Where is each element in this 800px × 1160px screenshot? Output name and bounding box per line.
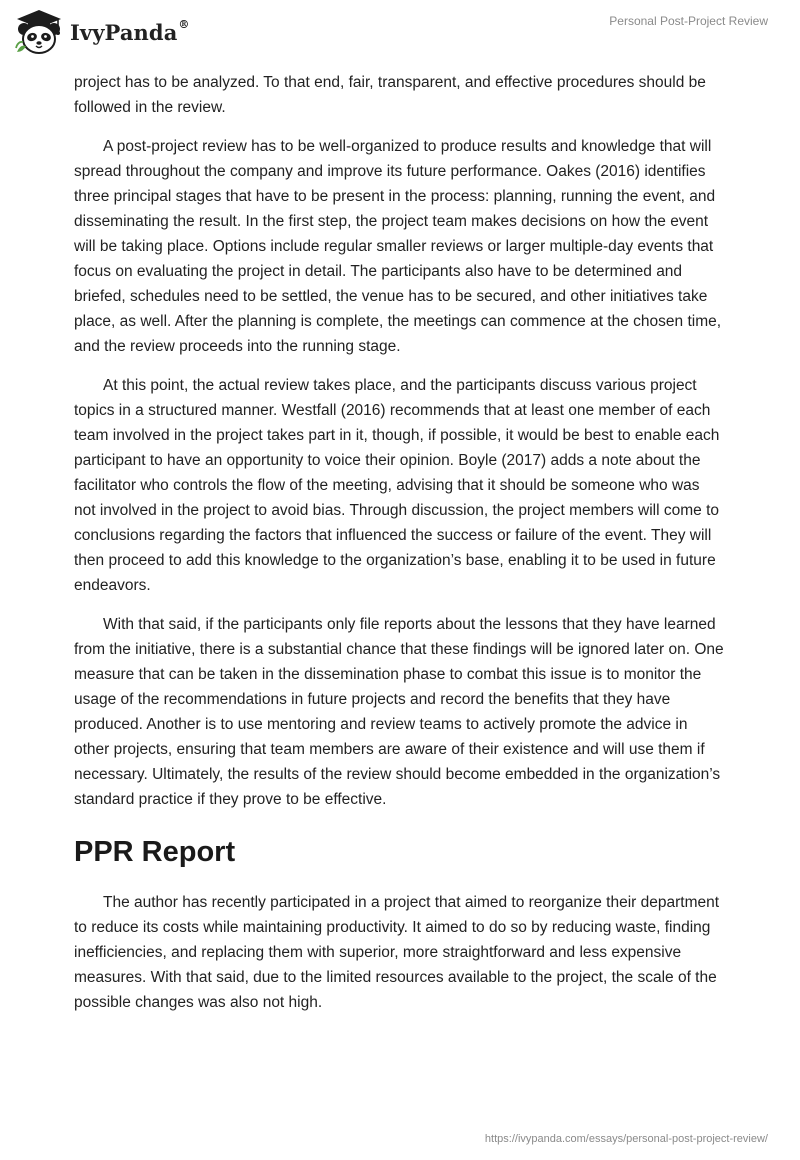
page-header	[0, 0, 800, 64]
paragraph: The author has recently participated in a project that aimed to reorganize their department to reduce its costs while maintaining productivity. It aimed to do so by reducing waste, finding inefficiencies, and replacing them with superior, more straightforward and less expensive measures. With that said, due to the limited resources available to the project, the scale of the possible changes was also not high.	[74, 894, 720, 1011]
section-heading-ppr-report: PPR Report	[74, 836, 236, 868]
logo-text: IvyPanda	[70, 19, 178, 45]
panda-graduate-icon	[14, 8, 64, 56]
essay-content	[74, 70, 724, 1015]
registered-mark: ®	[178, 17, 190, 31]
paragraph: With that said, if the participants only file reports about the lessons that they have learned from the initiative, there is a substantial chance that these findings will be ignored later on. One measure that can be taken in the dissemination phase to combat this issue is to monitor the usage of the recommendations in future projects and record the benefits that they have produced. Another is to use mentoring and review teams to actively promote the advice in other projects, ensuring that team members are aware of their existence and will use them if necessary. Ultimately, the results of the review should become embedded in the organization’s standard practice if they prove to be effective.	[74, 616, 724, 808]
paragraph: A post-project review has to be well-organized to produce results and knowledge that will spread throughout the company and improve its future performance. Oakes (2016) identifies three principal stages that have to be present in the process: planning, running the event, and disseminating the result. In the first step, the project team makes decisions on how the event will be taking place. Options include regular smaller reviews or larger multiple-day events that focus on evaluating the project in detail. The participants also have to be determined and briefed, schedules need to be settled, the venue has to be secured, and other initiatives take place, as well. After the planning is complete, the meetings can commence at the chosen time, and the review proceeds into the running stage.	[74, 138, 722, 355]
paragraph: At this point, the actual review takes place, and the participants discuss various project topics in a structured manner. Westfall (2016) recommends that at least one member of each team involved in the project takes part in it, though, if possible, it would be best to enable each participant to have an opportunity to voice their opinion. Boyle (2017) adds a note about the facilitator who controls the flow of the meeting, advising that it should be someone who was not involved in the project to avoid bias. Through discussion, the project members will come to conclusions regarding the factors that influenced the success or failure of the event. They will then proceed to add this knowledge to the organization’s base, enabling it to be used in future endeavors.	[74, 377, 720, 594]
document-title: Personal Post-Project Review	[609, 14, 768, 28]
logo-wordmark	[70, 17, 190, 45]
paragraph-continuation: project has to be analyzed. To that end, fair, transparent, and effective procedures should be followed in the review.	[74, 74, 706, 116]
ivypanda-logo[interactable]	[14, 8, 190, 56]
source-url[interactable]: https://ivypanda.com/essays/personal-post-project-review/	[484, 1133, 768, 1145]
